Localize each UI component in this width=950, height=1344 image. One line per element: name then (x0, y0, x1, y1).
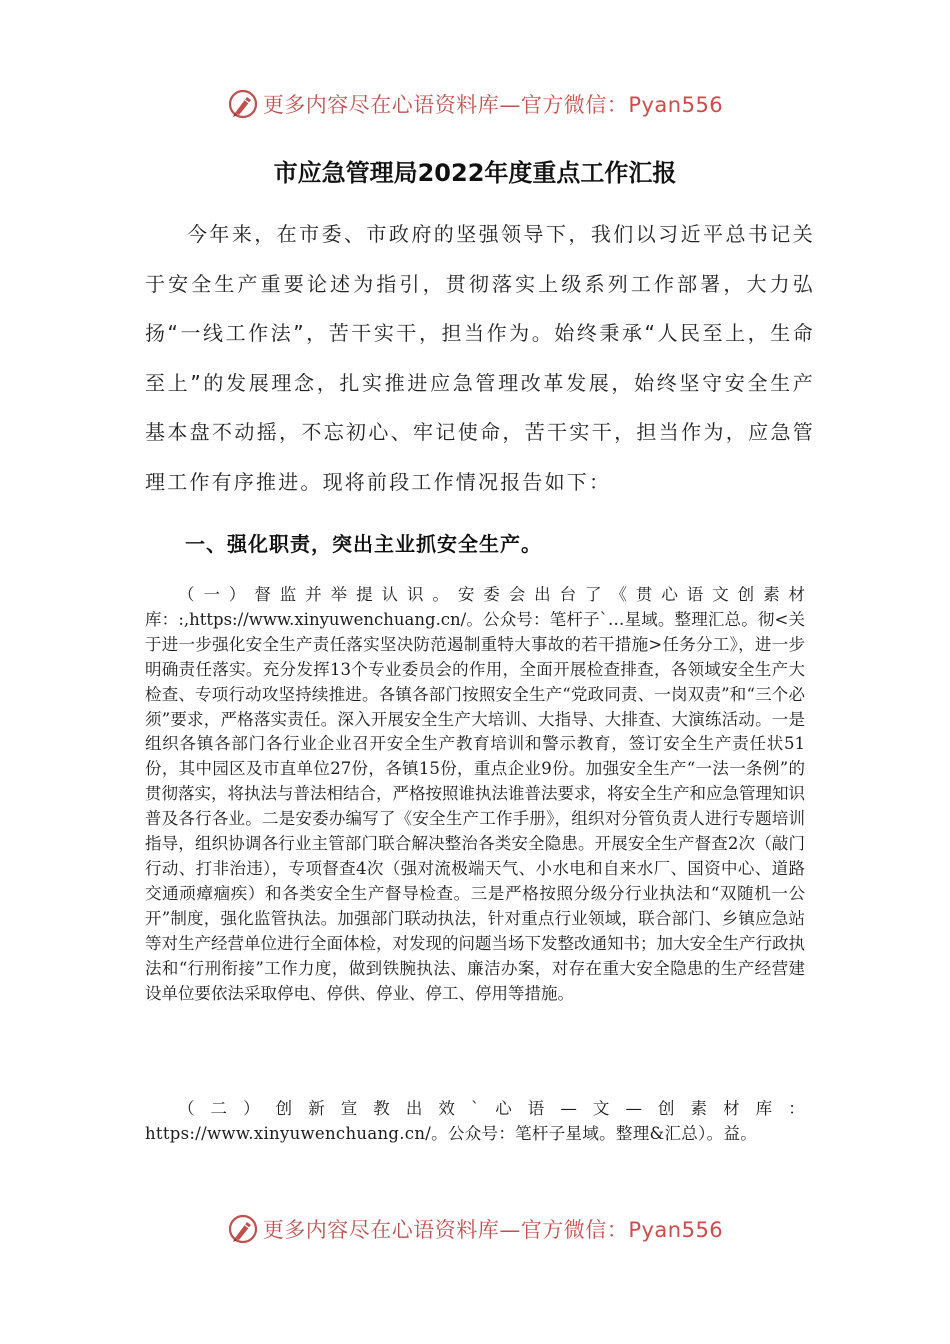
footer-watermark-banner (0, 1207, 950, 1251)
banner-wechat-label: 官方微信： (520, 1218, 629, 1242)
banner-main-text: 更多内容尽在心语资料库 (262, 1218, 500, 1242)
section-heading-1: 一、强化职责，突出主业抓安全生产。 (185, 532, 542, 556)
body-paragraph-1: （一）督监并举提认识。安委会出台了《贯心语文创素材库：:,https://www.xinyuwenchuang.cn/。公众号：笔杆子`…星域。整理汇总。彻<关于进一步强化安全生产责任落实坚决防范遏制重特大事故的若干措施>任务分工》，进一步明确责任落实。充分发挥13个专业委员会的作用，全面开展检查排查，各领域安全生产大检查、专项行动攻坚持续推进。各镇各部门按照安全生产“党政同责、一岗双责”和“三个必须”要求，严格落实责任。深入开展安全生产大培训、大指导、大排查、大演练活动。一是组织各镇各部门各行业企业召开安全生产教育培训和警示教育，签订安全生产责任状51份，其中园区及市直单位27份，各镇15份，重点企业9份。加强安全生产“一法一条例”的贯彻落实，将执法与普法相结合，严格按照谁执法谁普法要求，将安全生产和应急管理知识普及各行各业。二是安委办编写了《安全生产工作手册》，组织对分管负责人进行专题培训指导，组织协调各行业主管部门联合解决整治各类安全隐患。开展安全生产督查2次（敲门行动、打非治违），专项督查4次（强对流极端天气、小水电和自来水厂、国资中心、道路交通顽瘴痼疾）和各类安全生产督导检查。三是严格按照分级分行业执法和“双随机一公开”制度，强化监管执法。加强部门联动执法，针对重点行业领域，联合部门、乡镇应急站等对生产经营单位进行全面体检，对发现的问题当场下发整改通知书；加大安全生产行政执法和“行刑衔接”工作力度，做到铁腕执法、廉洁办案，对存在重大安全隐患的生产经营建设单位要依法采取停电、停供、停业、停工、停用等措施。 (145, 585, 805, 1003)
banner-wechat-label: 官方微信： (520, 93, 629, 117)
pen-nib-logo-icon (227, 88, 259, 120)
banner-main-text: 更多内容尽在心语资料库 (262, 93, 500, 117)
banner-wechat-id: Pyan556 (628, 1218, 724, 1242)
banner-dash: — (499, 1218, 521, 1242)
banner-text (263, 1214, 723, 1244)
document-title: 市应急管理局2022年度重点工作汇报 (273, 159, 677, 187)
header-watermark-banner (0, 82, 950, 126)
intro-paragraph: 今年来，在市委、市政府的坚强领导下，我们以习近平总书记关于安全生产重要论述为指引，贯彻落实上级系列工作部署，大力弘扬“一线工作法”，苦干实干，担当作为。始终秉承“人民至上，生命至上”的发展理念，扎实推进应急管理改革发展，始终坚守安全生产基本盘不动摇，不忘初心、牢记使命，苦干实干，担当作为，应急管理工作有序推进。现将前段工作情况报告如下： (145, 222, 815, 494)
banner-dash: — (499, 93, 521, 117)
body-paragraph-2: （二）创新宣教出效`心语—文—创素材库：https://www.xinyuwenchuang.cn/。公众号：笔杆子星域。整理&汇总）。益。 (145, 1099, 805, 1143)
banner-wechat-id: Pyan556 (628, 93, 724, 117)
banner-text (263, 89, 723, 119)
pen-nib-logo-icon (227, 1213, 259, 1245)
